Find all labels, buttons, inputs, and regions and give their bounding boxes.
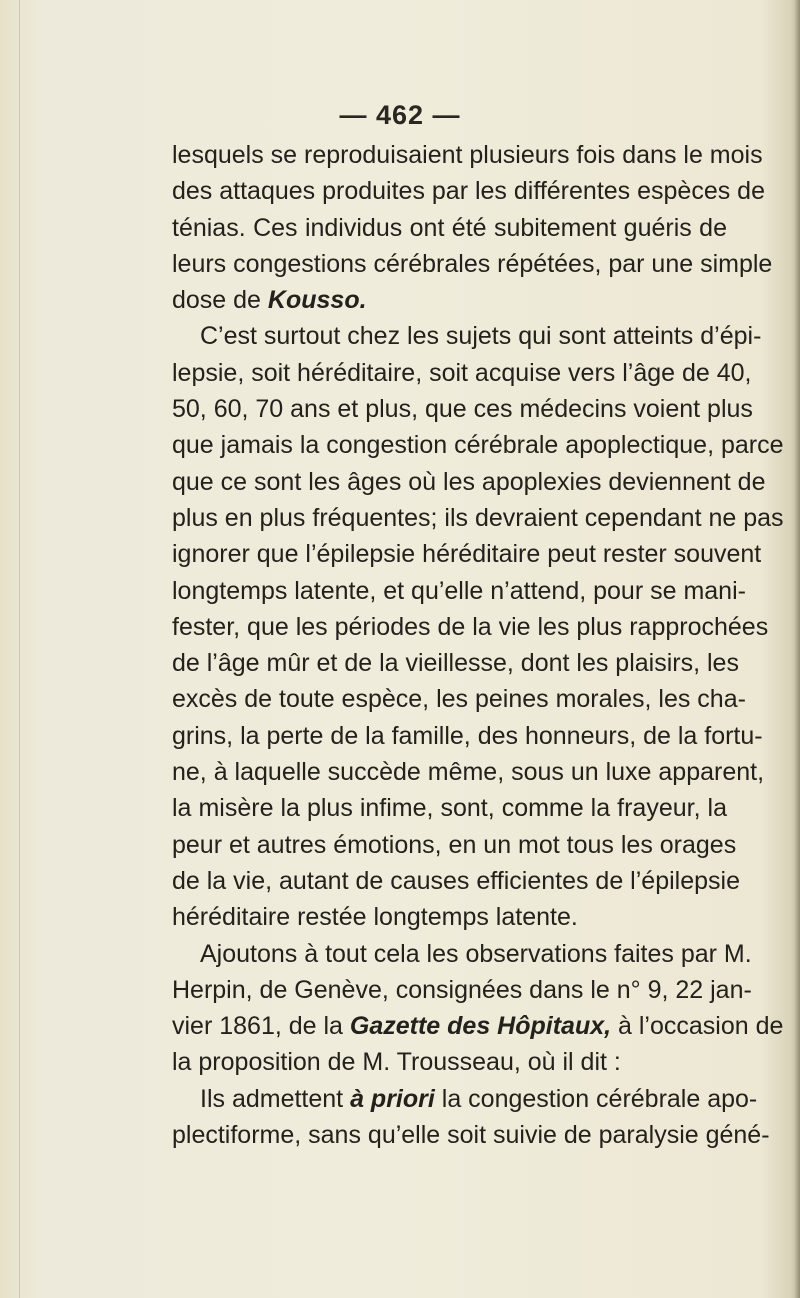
text-line <box>172 318 762 354</box>
text-line <box>172 1081 758 1117</box>
text-segment: ne, à laquelle succède même, sous un luxe apparent, <box>172 758 765 787</box>
text-line <box>172 681 746 717</box>
text-line <box>172 972 752 1008</box>
text-segment: dose de <box>172 286 268 315</box>
text-line <box>172 754 765 790</box>
text-segment: lesquels se reproduisaient plusieurs fois dans le mois <box>172 141 763 169</box>
text-line <box>172 1008 784 1044</box>
text-segment: C’est surtout chez les sujets qui sont atteints d’épi- <box>200 322 762 351</box>
page-edge-shadow <box>794 0 800 1298</box>
text-segment: lepsie, soit héréditaire, soit acquise vers l’âge de 40, <box>172 358 752 387</box>
text-segment: peur et autres émotions, en un mot tous les orages <box>172 830 737 859</box>
italic-text: Kousso. <box>267 286 367 315</box>
italic-text: à priori <box>350 1084 435 1113</box>
text-line <box>172 427 784 463</box>
text-segment: Ils admettent <box>200 1084 351 1113</box>
text-segment: que ce sont les âges où les apoplexies deviennent de <box>172 467 766 496</box>
text-line <box>172 1117 770 1153</box>
text-line <box>172 500 784 536</box>
text-line <box>172 282 727 318</box>
text-segment: la congestion cérébrale apo- <box>434 1084 758 1113</box>
text-segment: Ajoutons à tout cela les observations faites par M. <box>200 939 752 968</box>
page-number: — 462 — <box>339 100 461 130</box>
text-segment: ténias. Ces individus ont été subitement guéris de <box>172 213 727 242</box>
text-line <box>172 645 739 681</box>
text-line <box>172 536 762 572</box>
text-segment: héréditaire restée longtemps latente. <box>172 903 578 932</box>
text-segment: la proposition de M. Trousseau, où il dit : <box>172 1048 621 1077</box>
text-line <box>172 827 737 863</box>
text-segment: ignorer que l’épilepsie héréditaire peut rester souvent <box>172 540 762 569</box>
body-text <box>172 137 784 1153</box>
italic-text: Gazette des Hôpitaux, <box>349 1012 612 1041</box>
text-segment: des attaques produites par les différentes espèces de <box>172 177 765 206</box>
binding-shadow <box>19 0 20 1298</box>
text-segment: de l’âge mûr et de la vieillesse, dont les plaisirs, les <box>172 649 739 678</box>
text-segment: 50, 60, 70 ans et plus, que ces médecins voient plus <box>172 395 753 424</box>
text-segment: excès de toute espèce, les peines morales, les cha- <box>172 685 746 714</box>
text-line <box>172 573 746 609</box>
text-line <box>172 718 763 754</box>
text-segment: que jamais la congestion cérébrale apoplectique, parce <box>172 431 784 460</box>
text-segment: vier 1861, de la <box>172 1012 350 1041</box>
text-line <box>172 899 727 935</box>
text-segment: plus en plus fréquentes; ils devraient cependant ne pas <box>172 503 784 532</box>
text-line <box>172 137 763 173</box>
text-segment: plectiforme, sans qu’elle soit suivie de paralysie géné- <box>172 1121 770 1150</box>
text-line <box>172 210 727 246</box>
text-segment: Herpin, de Genève, consignées dans le n° 9, 22 jan- <box>172 975 752 1004</box>
text-segment: leurs congestions cérébrales répétées, par une simple <box>172 249 773 278</box>
text-line <box>172 936 752 972</box>
text-segment: grins, la perte de la famille, des honneurs, de la fortu- <box>172 721 763 750</box>
text-line <box>172 173 765 209</box>
text-segment: à l’occasion de <box>611 1012 784 1041</box>
text-line <box>172 790 727 826</box>
text-line <box>172 246 773 282</box>
text-line <box>172 863 740 899</box>
text-segment: la misère la plus infime, sont, comme la frayeur, la <box>172 794 727 823</box>
text-line <box>172 1044 727 1080</box>
text-segment: de la vie, autant de causes efficientes de l’épilepsie <box>172 866 740 895</box>
text-line <box>172 355 752 391</box>
text-line <box>172 609 769 645</box>
text-line <box>172 391 753 427</box>
text-line <box>172 464 766 500</box>
text-segment: fester, que les périodes de la vie les plus rapprochées <box>172 612 769 641</box>
text-segment: longtemps latente, et qu’elle n’attend, pour se mani- <box>172 576 746 605</box>
